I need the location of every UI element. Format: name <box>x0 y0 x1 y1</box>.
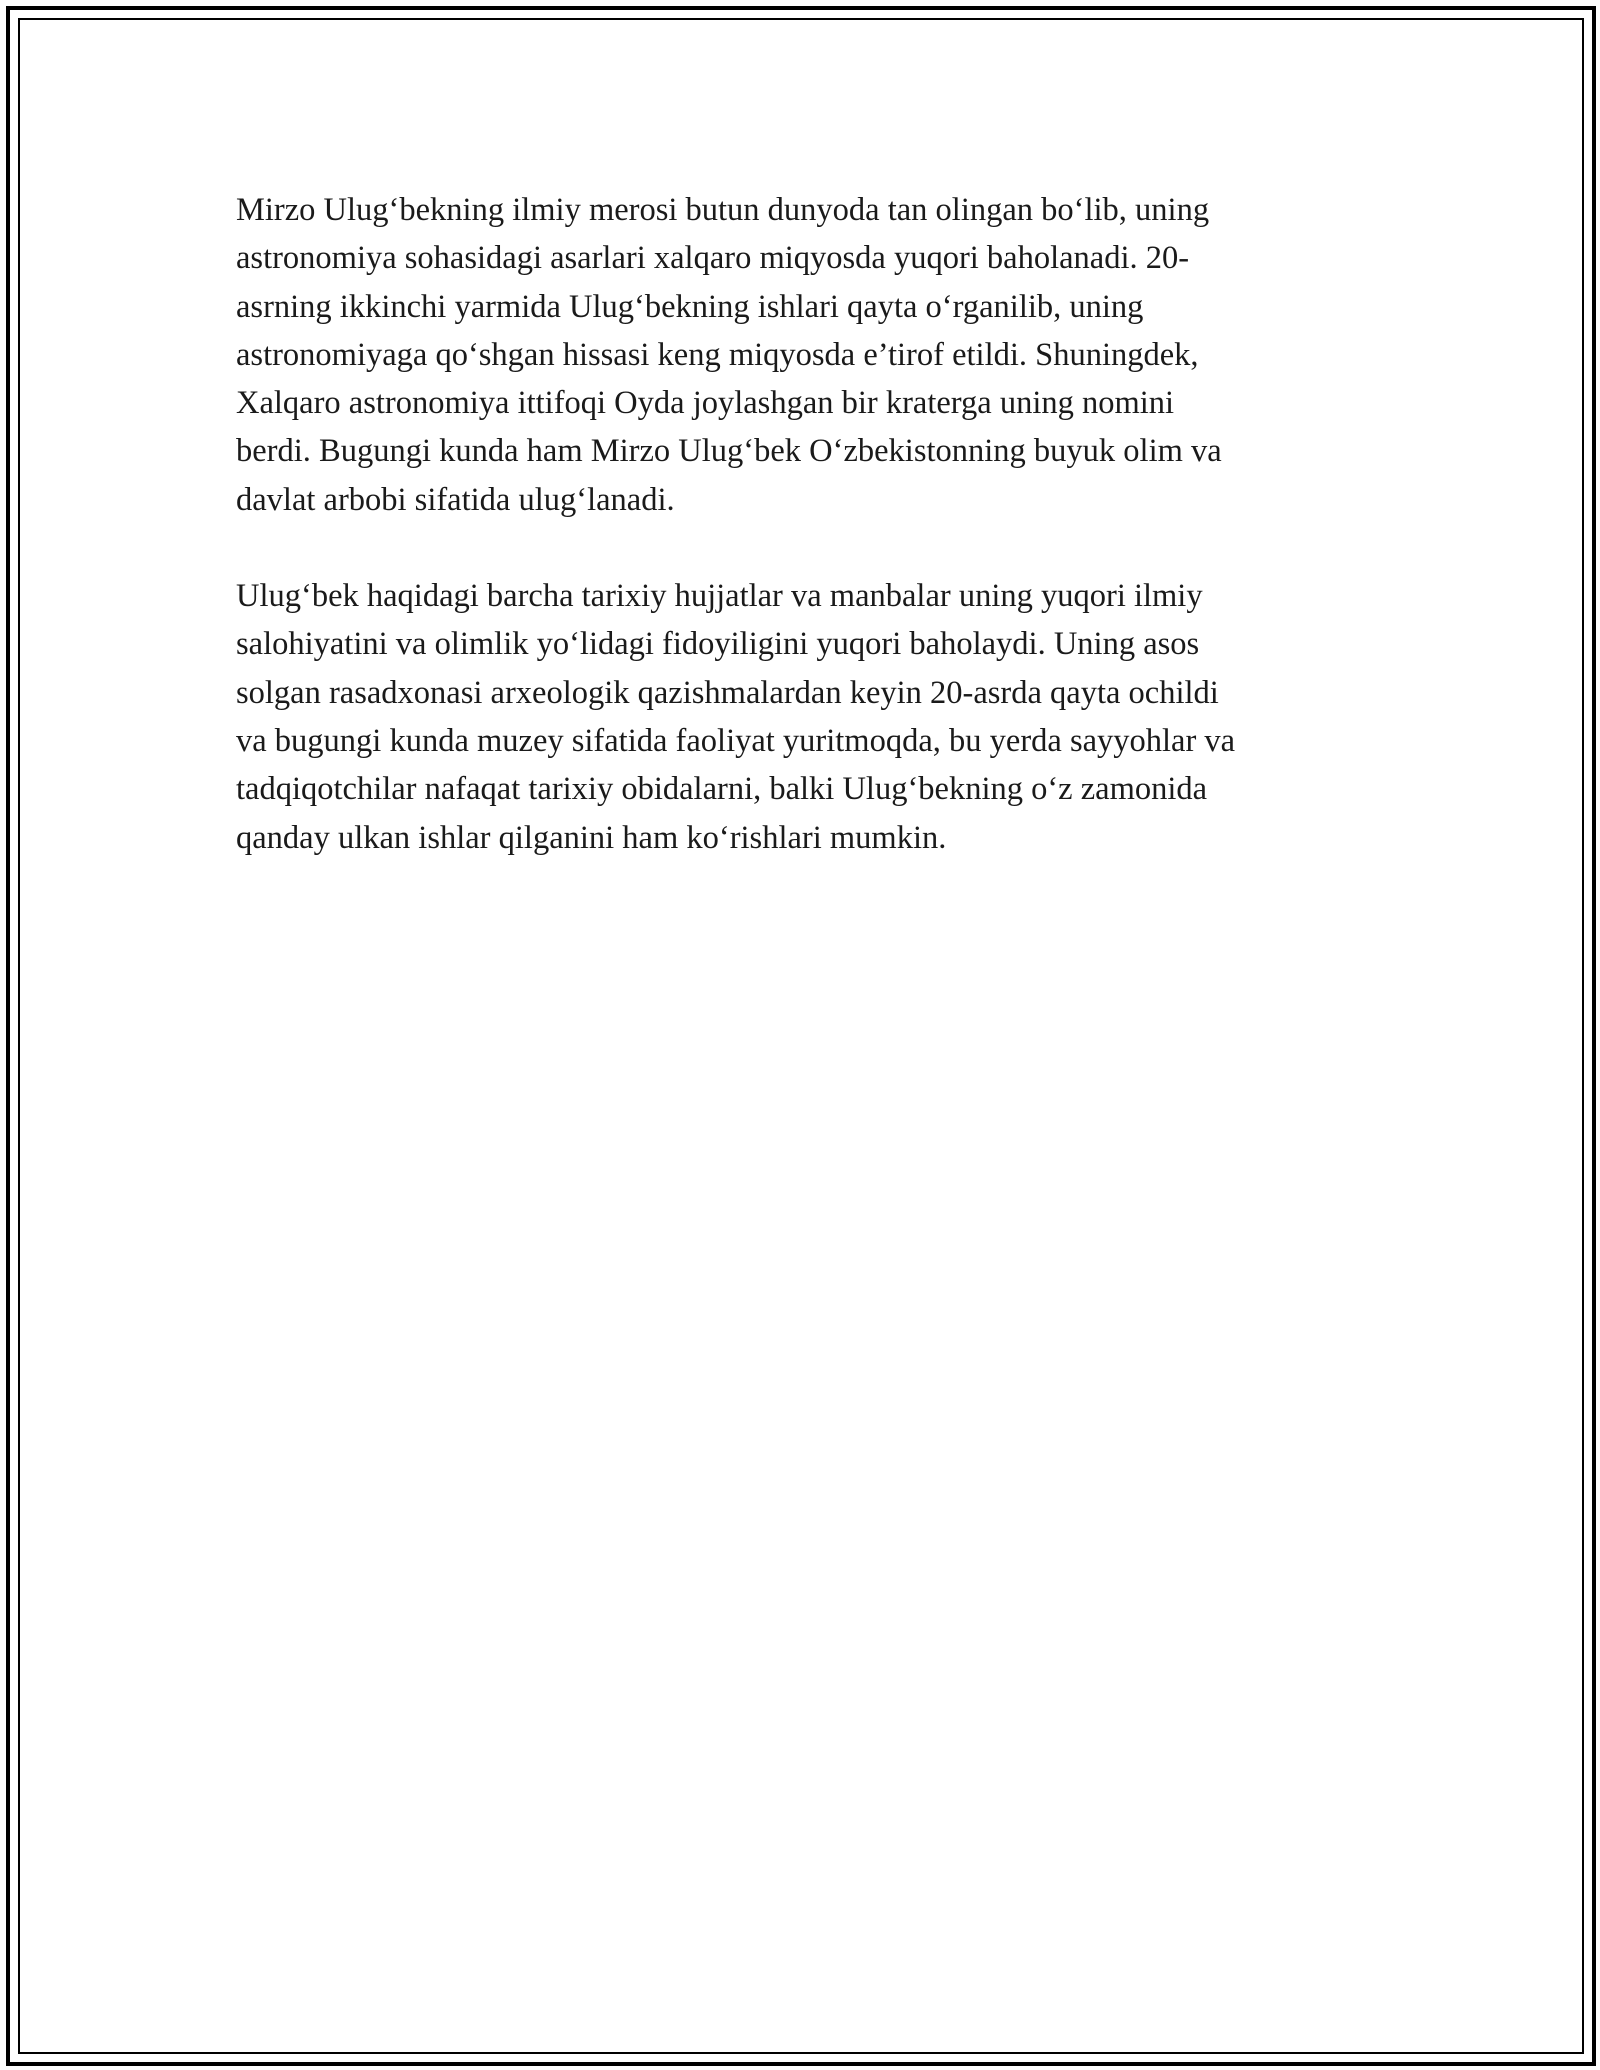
text-line: Xalqaro astronomiya ittifoqi Oyda joylashgan bir kraterga uning nomini <box>236 385 1175 422</box>
text-line: astronomiya sohasidagi asarlari xalqaro miqyosda yuqori baholanadi. 20- <box>236 240 1190 277</box>
text-line: Ulug‘bek haqidagi barcha tarixiy hujjatlar va manbalar uning yuqori ilmiy <box>236 578 1203 615</box>
text-line: tadqiqotchilar nafaqat tarixiy obidalarni, balki Ulug‘bekning o‘z zamonida <box>236 771 1208 808</box>
text-line: berdi. Bugungi kunda ham Mirzo Ulug‘bek O‘zbekistonning buyuk olim va <box>236 433 1222 470</box>
document-body <box>236 186 1366 862</box>
paragraph-1 <box>236 186 1366 524</box>
text-line: Mirzo Ulug‘bekning ilmiy merosi butun dunyoda tan olingan bo‘lib, uning <box>236 192 1210 228</box>
text-line: astronomiyaga qo‘shgan hissasi keng miqyosda e’tirof etildi. Shuningdek, <box>236 336 1199 373</box>
text-line: salohiyatini va olimlik yo‘lidagi fidoyiligini yuqori baholaydi. Uning asos <box>236 626 1200 663</box>
paragraph-2 <box>236 572 1366 862</box>
text-line: davlat arbobi sifatida ulug‘lanadi. <box>236 481 675 518</box>
text-line: qanday ulkan ishlar qilganini ham ko‘rishlari mumkin. <box>236 819 947 856</box>
text-line: solgan rasadxonasi arxeologik qazishmalardan keyin 20-asrda qayta ochildi <box>236 674 1219 711</box>
text-line: asrning ikkinchi yarmida Ulug‘bekning ishlari qayta o‘rganilib, uning <box>236 288 1144 325</box>
text-line: va bugungi kunda muzey sifatida faoliyat yuritmoqda, bu yerda sayyohlar va <box>236 722 1236 759</box>
